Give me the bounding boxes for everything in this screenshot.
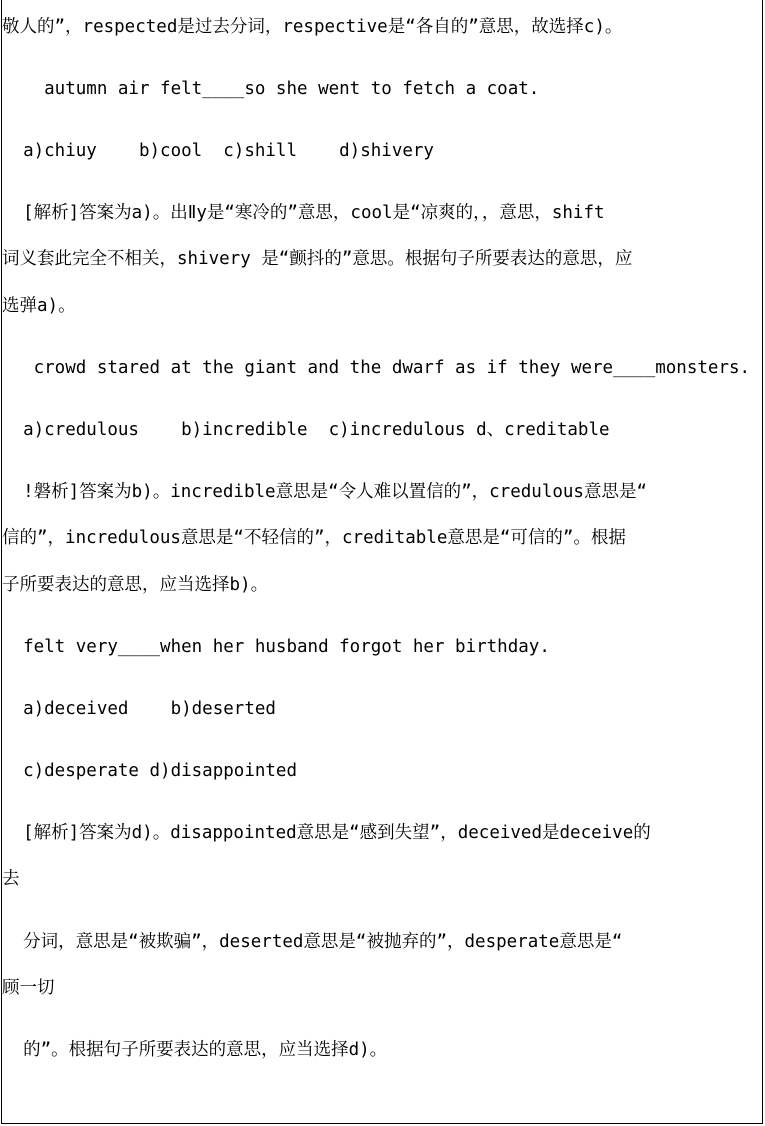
explanation-line: [解析]答案为a)。出Ⅱy是“寒冷的”意思，cool是“凉爽的，，意思，shift [2, 203, 605, 223]
explanation-line: 子所要表达的意思，应当选择b)。 [2, 575, 269, 595]
explanation-line: [解析]答案为d)。disappointed意思是“感到失望”，deceived是deceive的 [2, 823, 651, 843]
explanation-line: 的”。根据句子所要表达的意思，应当选择d)。 [2, 1040, 388, 1060]
question-sentence: felt very____when her husband forgot her birthday. [2, 637, 550, 657]
explanation-line: 分词，意思是“被欺骗”，deserted意思是“被抛弃的”，desperate意思是“ [2, 932, 623, 952]
text-line-1: 敬人的”，respected是过去分词，respective是“各自的”意思，故选择c)。 [2, 17, 623, 37]
document-page [1, 0, 763, 1124]
explanation-line: 选弹a)。 [2, 296, 76, 316]
answer-options: a)chiuy b)cool c)shill d)shivery [2, 141, 434, 161]
explanation-line: 词义套此完全不相关，shivery 是“颤抖的”意思。根据句子所要表达的意思，应 [2, 249, 633, 269]
answer-options: a)deceived b)deserted [2, 699, 276, 719]
explanation-line: 信的”，incredulous意思是“不轻信的”，creditable意思是“可信的”。根据 [2, 528, 626, 548]
explanation-line: 去 [2, 869, 20, 889]
explanation-line: 顾一切 [2, 978, 55, 998]
answer-options: c)desperate d)disappointed [2, 761, 298, 781]
explanation-line: !磐析]答案为b)。incredible意思是“令人难以置信的”，credulous意思是“ [2, 482, 648, 502]
answer-options: a)credulous b)incredible c)incredulous d、creditable [2, 420, 610, 440]
question-sentence: crowd stared at the giant and the dwarf as if they were____monsters. [2, 358, 751, 378]
question-sentence: autumn air felt____so she went to fetch a coat. [2, 79, 540, 99]
